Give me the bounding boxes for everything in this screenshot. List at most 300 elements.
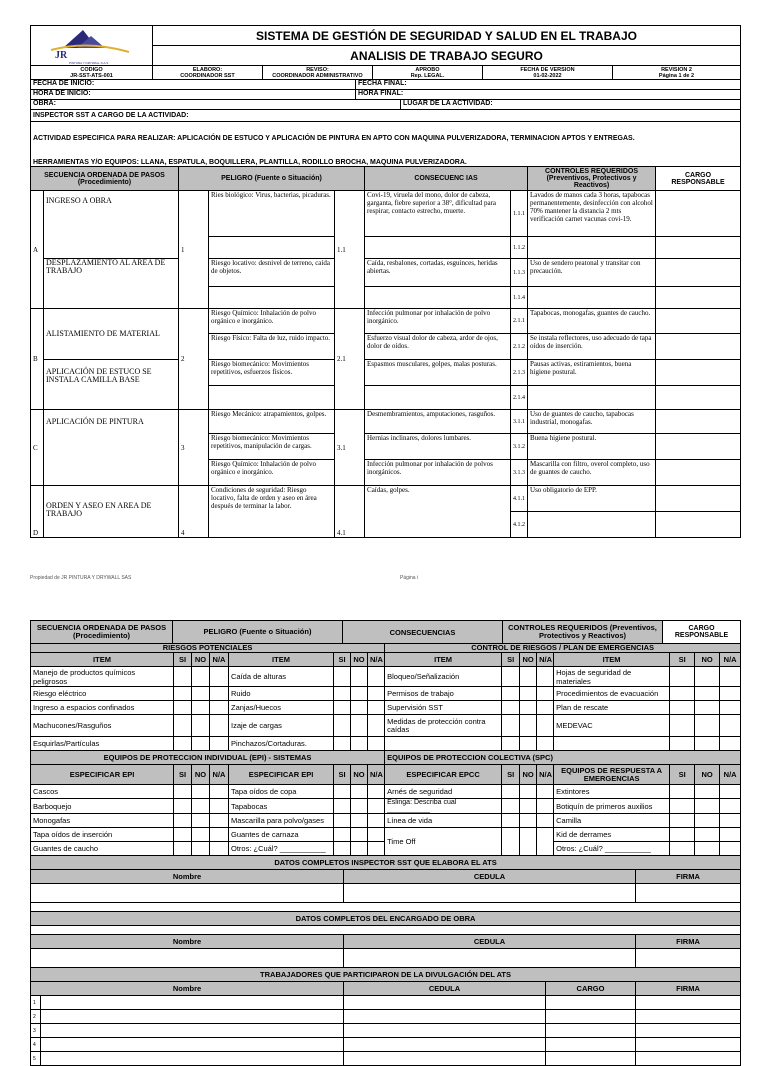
check-cell[interactable] — [192, 737, 210, 751]
check-cell[interactable] — [695, 828, 720, 842]
check-cell[interactable] — [670, 785, 695, 799]
col-consecuencias: CONSECUENC IAS — [365, 167, 528, 191]
emergency-item: MEDEVAC — [554, 715, 670, 737]
cargo-cell[interactable] — [656, 237, 741, 259]
no-header: NO — [351, 765, 368, 785]
control-num-2-1-2: 2.1.2 — [511, 334, 528, 360]
info-table — [30, 79, 741, 167]
lugar-field[interactable]: LUGAR DE LA ACTIVIDAD: — [401, 100, 741, 110]
control-a1: Lavados de manos cada 3 horas, tapabocas permanentemente, desinfección con alcohol 70% mantener la distancia 2 mts verificación carnet vacunas covi-19. — [528, 191, 656, 237]
check-cell[interactable] — [502, 701, 520, 715]
check-cell[interactable] — [210, 715, 229, 737]
control-num-3-1-3: 3.1.3 — [511, 460, 528, 486]
control-d1: Uso obligatorio de EPP. — [528, 486, 656, 512]
check-cell[interactable] — [334, 715, 351, 737]
no-header: NO — [695, 765, 720, 785]
elaboro-cell: ELABORO: COORDINADOR SST — [153, 66, 263, 80]
check-cell[interactable] — [334, 687, 351, 701]
check-cell[interactable] — [351, 842, 368, 856]
no-header: NO — [351, 653, 368, 667]
especificar-epi-header: ESPECIFICAR EPI — [31, 765, 174, 785]
cargo-cell[interactable] — [656, 360, 741, 386]
step-letter-c: C — [31, 410, 44, 486]
check-cell[interactable] — [720, 842, 741, 856]
check-cell[interactable] — [520, 715, 537, 737]
check-cell[interactable] — [695, 715, 720, 737]
fecha-final-field[interactable]: FECHA FINAL: — [356, 80, 741, 90]
check-cell[interactable] — [537, 785, 554, 799]
logo-text: PINTURA Y DRYWALL S.A.S — [69, 61, 109, 65]
check-cell[interactable] — [720, 687, 741, 701]
check-cell[interactable] — [502, 715, 520, 737]
check-cell[interactable] — [192, 667, 210, 687]
risk-item: Zanjas/Huecos — [229, 701, 334, 715]
epi-item: Tapabocas — [229, 799, 334, 814]
check-cell[interactable] — [368, 715, 385, 737]
check-cell[interactable] — [210, 842, 229, 856]
worker-firma-field[interactable] — [636, 996, 741, 1010]
check-cell[interactable] — [502, 799, 520, 814]
control-c1: Uso de guantes de caucho, tapabocas industrial, monogafas. — [528, 410, 656, 434]
check-cell[interactable] — [670, 687, 695, 701]
firma-header: FIRMA — [636, 935, 741, 949]
worker-row-number: 4 — [31, 1038, 41, 1052]
worker-cargo-field[interactable] — [546, 1052, 636, 1066]
check-cell[interactable] — [670, 842, 695, 856]
check-cell[interactable] — [520, 687, 537, 701]
encargado-name-field[interactable] — [31, 949, 344, 968]
worker-row-number: 5 — [31, 1052, 41, 1066]
worker-name-field[interactable] — [41, 1052, 344, 1066]
epi-item: Mascarilla para polvo/gases — [229, 814, 334, 828]
worker-cedula-field[interactable] — [344, 1052, 546, 1066]
na-header: N/A — [210, 653, 229, 667]
worker-cedula-field[interactable] — [344, 1024, 546, 1038]
control-item: Permisos de trabajo — [385, 687, 502, 701]
check-cell[interactable] — [537, 687, 554, 701]
worker-name-field[interactable] — [41, 1024, 344, 1038]
step-num-2: 2 — [179, 309, 209, 410]
check-cell[interactable] — [368, 701, 385, 715]
check-cell[interactable] — [210, 687, 229, 701]
cargo-cell[interactable] — [656, 386, 741, 410]
step-num-1: 1 — [179, 191, 209, 309]
nombre-header: Nombre — [31, 982, 344, 996]
no-header: NO — [520, 765, 537, 785]
check-cell[interactable] — [334, 814, 351, 828]
check-cell[interactable] — [368, 828, 385, 842]
check-cell[interactable] — [192, 687, 210, 701]
consecuencia-d1: Caídas, golpes. — [365, 486, 511, 538]
check-cell[interactable] — [334, 828, 351, 842]
check-cell[interactable] — [695, 667, 720, 687]
page-1-form — [30, 25, 740, 538]
check-cell[interactable] — [174, 687, 192, 701]
consecuencia-b3: Espasmos musculares, golpes, malas posturas. — [365, 360, 511, 386]
risk-item: Ruido — [229, 687, 334, 701]
worker-cargo-field[interactable] — [546, 996, 636, 1010]
firma-header: FIRMA — [636, 982, 741, 996]
si-header: SI — [334, 765, 351, 785]
check-cell[interactable] — [334, 785, 351, 799]
worker-cedula-field[interactable] — [344, 1038, 546, 1052]
cons-num-2-1: 2.1 — [335, 309, 365, 410]
check-cell[interactable] — [351, 687, 368, 701]
revision-cell: REVISION 2 Página 1 de 2 — [613, 66, 741, 80]
si-header: SI — [174, 653, 192, 667]
consecuencia-c3: Infección pulmonar por inhalación de polvos inorgánicos. — [365, 460, 511, 486]
col-cargo: CARGO RESPONSABLE — [656, 167, 741, 191]
control-a3: Uso de sendero peatonal y transitar con precaución. — [528, 259, 656, 287]
emergency-item: Plan de rescate — [554, 701, 670, 715]
check-cell[interactable] — [351, 785, 368, 799]
peligro-c1: Riesgo Mecánico: atrapamientos, golpes. — [209, 410, 335, 434]
check-cell[interactable] — [695, 842, 720, 856]
system-title: SISTEMA DE GESTIÓN DE SEGURIDAD Y SALUD EN EL TRABAJO — [153, 26, 741, 46]
check-cell[interactable] — [720, 667, 741, 687]
aprobo-cell: APROBO Rep. LEGAL. — [373, 66, 483, 80]
steps-table — [30, 166, 741, 538]
risk-item: Riesgo eléctrico — [31, 687, 174, 701]
check-cell[interactable] — [670, 814, 695, 828]
check-cell[interactable] — [695, 814, 720, 828]
control-num-3-1-2: 3.1.2 — [511, 434, 528, 460]
check-cell[interactable] — [537, 828, 554, 856]
check-cell[interactable] — [537, 814, 554, 828]
check-cell[interactable] — [174, 814, 192, 828]
check-cell[interactable] — [174, 799, 192, 814]
cargo-cell[interactable] — [656, 191, 741, 237]
check-cell[interactable] — [192, 842, 210, 856]
p2-col-secuencia: SECUENCIA ORDENADA DE PASOS (Procedimiento) — [31, 621, 173, 644]
emergency-equipment-item: Camilla — [554, 814, 670, 828]
emergency-equipment-item: Extintores — [554, 785, 670, 799]
worker-firma-field[interactable] — [636, 1024, 741, 1038]
cargo-cell[interactable] — [656, 259, 741, 287]
si-header: SI — [502, 653, 520, 667]
check-cell[interactable] — [210, 828, 229, 842]
inspector-name-field[interactable] — [31, 884, 344, 903]
hora-inicio-field[interactable]: HORA DE INICIO: — [31, 90, 356, 100]
check-cell[interactable] — [695, 799, 720, 814]
control-item: Medidas de protección contra caídas — [385, 715, 502, 737]
check-cell[interactable] — [174, 701, 192, 715]
peligro-d1: Condiciones de seguridad: Riesgo locativo, falta de orden y aseo en área después de terminar la labor. — [209, 486, 335, 538]
worker-cedula-field[interactable] — [344, 1010, 546, 1024]
peligro-b1: Riesgo Químico: Inhalación de polvo orgánico e inorgánico. — [209, 309, 335, 334]
epi-item: Monogafas — [31, 814, 174, 828]
check-cell[interactable] — [537, 799, 554, 814]
worker-row-number: 3 — [31, 1024, 41, 1038]
footer-owner: Propiedad de JR PINTURA Y DRYWALL SAS — [30, 575, 132, 581]
na-header: N/A — [537, 653, 554, 667]
check-cell[interactable] — [210, 667, 229, 687]
risk-item: Manejo de productos químicos peligrosos — [31, 667, 174, 687]
risks-table — [30, 643, 741, 856]
check-cell[interactable] — [368, 737, 385, 751]
risk-item: Caída de alturas — [229, 667, 334, 687]
check-cell[interactable] — [368, 814, 385, 828]
worker-firma-field[interactable] — [636, 1052, 741, 1066]
check-cell[interactable] — [670, 828, 695, 842]
check-cell[interactable] — [537, 715, 554, 737]
peligro-c3: Riesgo Químico: Inhalación de polvo orgánico e inorgánico. — [209, 460, 335, 486]
si-header: SI — [502, 765, 520, 785]
check-cell[interactable] — [174, 737, 192, 751]
actividad-field[interactable]: ACTIVIDAD ESPECIFICA PARA REALIZAR: APLICACIÓN DE ESTUCO Y APLICACIÓN DE PINTURA EN APTO CON MAQUINA PULVERIZADORA, TERMINACION APTOS Y ENTREGAS. — [31, 122, 741, 156]
epi-item[interactable]: Otros: ¿Cuál? ___________ — [229, 842, 334, 856]
encargado-firma-field[interactable] — [636, 949, 741, 968]
company-logo-icon — [33, 26, 143, 62]
cargo-cell[interactable] — [656, 309, 741, 334]
check-cell[interactable] — [502, 814, 520, 828]
fecha-inicio-field[interactable]: FECHA DE INICIO: — [31, 80, 356, 90]
check-cell[interactable] — [520, 799, 537, 814]
check-cell[interactable] — [368, 799, 385, 814]
check-cell[interactable] — [368, 667, 385, 687]
check-cell[interactable] — [537, 667, 554, 687]
worker-firma-field[interactable] — [636, 1038, 741, 1052]
na-header: N/A — [537, 765, 554, 785]
check-cell[interactable] — [537, 701, 554, 715]
step-a-ingreso: INGRESO A OBRA — [44, 191, 179, 259]
worker-name-field[interactable] — [41, 996, 344, 1010]
obra-field[interactable]: OBRA: — [31, 100, 401, 110]
encargado-title: DATOS COMPLETOS DEL ENCARGADO DE OBRA — [31, 912, 741, 926]
control-num-1-1-4: 1.1.4 — [511, 287, 528, 309]
check-cell[interactable] — [210, 701, 229, 715]
na-header: N/A — [720, 765, 741, 785]
check-cell[interactable] — [334, 737, 351, 751]
epc-title: EQUIPOS DE PROTECCION COLECTIVA (SPC) — [385, 751, 741, 765]
fecha-version-cell: FECHA DE VERSION 01-02-2022 — [483, 66, 613, 80]
check-cell[interactable] — [670, 715, 695, 737]
worker-firma-field[interactable] — [636, 1010, 741, 1024]
check-cell[interactable] — [502, 687, 520, 701]
inspector-cedula-field[interactable] — [344, 884, 636, 903]
consecuencia-a2: Caída, resbalones, cortadas, esguinces, heridas abiertas. — [365, 259, 511, 287]
emergency-equipment-item: Kid de derrames — [554, 828, 670, 842]
emergency-equipment-item: Botiquín de primeros auxilios — [554, 799, 670, 814]
trabajadores-title: TRABAJADORES QUE PARTICIPARON DE LA DIVULGACIÓN DEL ATS — [31, 968, 741, 982]
check-cell[interactable] — [351, 828, 368, 842]
control-item: Supervisión SST — [385, 701, 502, 715]
check-cell[interactable] — [210, 814, 229, 828]
check-cell[interactable] — [695, 785, 720, 799]
check-cell[interactable] — [174, 785, 192, 799]
p2-col-cargo: CARGO RESPONSABLE — [663, 621, 741, 644]
header-table — [30, 25, 741, 80]
page-2-form — [30, 620, 740, 1066]
especificar-epi-header: ESPECIFICAR EPI — [229, 765, 334, 785]
cons-num-3-1: 3.1 — [335, 410, 365, 486]
codigo-cell: CODIGO JR-SST-ATS-001 — [31, 66, 153, 80]
consecuencia-b1: Infección pulmonar por inhalación de polvo inorgánico. — [365, 309, 511, 334]
check-cell[interactable] — [192, 701, 210, 715]
hora-final-field[interactable]: HORA FINAL: — [356, 90, 741, 100]
worker-row-number: 1 — [31, 996, 41, 1010]
worker-cargo-field[interactable] — [546, 1010, 636, 1024]
check-cell[interactable] — [351, 701, 368, 715]
check-cell[interactable] — [351, 814, 368, 828]
cedula-header: CEDULA — [344, 870, 636, 884]
cargo-cell[interactable] — [656, 287, 741, 309]
epi-item: Tapa oídos de copa — [229, 785, 334, 799]
check-cell[interactable] — [351, 715, 368, 737]
control-title: CONTROL DE RIESGOS / PLAN DE EMERGENCIAS — [385, 644, 741, 653]
firma-header: FIRMA — [636, 870, 741, 884]
cargo-cell[interactable] — [656, 512, 741, 538]
worker-name-field[interactable] — [41, 1038, 344, 1052]
worker-name-field[interactable] — [41, 1010, 344, 1024]
check-cell[interactable] — [210, 785, 229, 799]
cargo-cell[interactable] — [656, 410, 741, 434]
na-header: N/A — [368, 653, 385, 667]
check-cell[interactable] — [720, 799, 741, 814]
step-letter-d: D — [31, 486, 44, 538]
check-cell[interactable] — [520, 701, 537, 715]
check-cell[interactable] — [502, 785, 520, 799]
riesgos-title: RIESGOS POTENCIALES — [31, 644, 385, 653]
worker-cargo-field[interactable] — [546, 1038, 636, 1052]
check-cell[interactable] — [720, 785, 741, 799]
consecuencia-a1: Covi-19, viruela del mono, dolor de cabeza, garganta, fiebre superior a 38°, dificultad para respirar, contacto estrecho, muerte. — [365, 191, 511, 237]
epcc-item[interactable]: Eslinga: Describa cual ___________ — [385, 799, 502, 814]
control-b2: Se instala reflectores, uso adecuado de tapa oídos de inserción. — [528, 334, 656, 360]
check-cell[interactable] — [174, 715, 192, 737]
check-cell[interactable] — [720, 715, 741, 737]
control-num-2-1-4: 2.1.4 — [511, 386, 528, 410]
check-cell[interactable] — [720, 828, 741, 842]
cargo-cell[interactable] — [656, 486, 741, 512]
check-cell[interactable] — [351, 737, 368, 751]
inspector-field[interactable]: INSPECTOR SST A CARGO DE LA ACTIVIDAD: — [31, 110, 741, 122]
worker-cargo-field[interactable] — [546, 1024, 636, 1038]
epi-title: EQUIPOS DE PROTECCION INDIVIDUAL (EPI) - SISTEMAS — [31, 751, 385, 765]
step-b-estuco: APLICACIÓN DE ESTUCO SE INSTALA CAMILLA BASE — [44, 360, 179, 410]
check-cell[interactable] — [520, 785, 537, 799]
check-cell[interactable] — [174, 667, 192, 687]
control-b1: Tapabocas, monogafas, guantes de caucho. — [528, 309, 656, 334]
check-cell[interactable] — [520, 667, 537, 687]
check-cell[interactable] — [502, 828, 520, 856]
check-cell[interactable] — [695, 687, 720, 701]
page2-header-table — [30, 620, 741, 644]
peligro-a1: Ries biológico: Virus, bacterias, picaduras. — [209, 191, 335, 237]
consecuencia-c1: Desmembramientos, amputaciones, rasguños. — [365, 410, 511, 434]
cargo-cell[interactable] — [656, 334, 741, 360]
inspector-firma-field[interactable] — [636, 884, 741, 903]
check-cell[interactable] — [192, 799, 210, 814]
check-cell[interactable] — [670, 667, 695, 687]
na-header: N/A — [368, 765, 385, 785]
herramientas-field[interactable]: HERRAMIENTAS Y/O EQUIPOS: LLANA, ESPATULA, BOQUILLERA, PLANTILLA, RODILLO BROCHA, MAQUINA PULVERIZADORA. — [31, 156, 741, 167]
cargo-cell[interactable] — [656, 434, 741, 460]
inspector-title: DATOS COMPLETOS INSPECTOR SST QUE ELABORA EL ATS — [31, 856, 741, 870]
check-cell[interactable] — [174, 842, 192, 856]
control-c2: Buena higiene postural. — [528, 434, 656, 460]
col-controles: CONTROLES REQUERIDOS (Preventivos, Protectivos y Reactivos) — [528, 167, 656, 191]
emergency-item: Hojas de seguridad de materiales — [554, 667, 670, 687]
risk-item: Izaje de cargas — [229, 715, 334, 737]
check-cell[interactable] — [351, 799, 368, 814]
check-cell[interactable] — [192, 785, 210, 799]
cargo-cell[interactable] — [656, 460, 741, 486]
check-cell[interactable] — [174, 828, 192, 842]
p2-col-peligro: PELIGRO (Fuente o Situación) — [173, 621, 343, 644]
equipos-respuesta-header: EQUIPOS DE RESPUESTA A EMERGENCIAS — [554, 765, 670, 785]
check-cell[interactable] — [720, 701, 741, 715]
check-cell[interactable] — [720, 814, 741, 828]
peligro-c2: Riesgo biomecánico: Movimientos repetitivos, manipulación de cargas. — [209, 434, 335, 460]
check-cell[interactable] — [210, 737, 229, 751]
epi-item: Tapa oídos de inserción — [31, 828, 174, 842]
check-cell[interactable] — [368, 842, 385, 856]
worker-row-number: 2 — [31, 1010, 41, 1024]
check-cell[interactable] — [334, 701, 351, 715]
check-cell[interactable] — [670, 799, 695, 814]
cons-num-4-1: 4.1 — [335, 486, 365, 538]
check-cell[interactable] — [334, 799, 351, 814]
cons-num-1-1: 1.1 — [335, 191, 365, 309]
no-header: NO — [192, 765, 210, 785]
step-a-desplazamiento: DESPLAZAMIENTO AL AREA DE TRABAJO — [44, 259, 179, 309]
epi-item: Barboquejo — [31, 799, 174, 814]
control-b3: Pausas activas, estiramientos, buena higiene postural. — [528, 360, 656, 386]
control-num-4-1-2: 4.1.2 — [511, 512, 528, 538]
check-cell[interactable] — [334, 667, 351, 687]
risk-item: Machucones/Rasguños — [31, 715, 174, 737]
check-cell[interactable] — [502, 667, 520, 687]
logo-cell — [31, 26, 153, 66]
na-header: N/A — [720, 653, 741, 667]
footer-page: Página i — [400, 575, 419, 581]
check-cell[interactable] — [192, 814, 210, 828]
step-num-4: 4 — [179, 486, 209, 538]
check-cell[interactable] — [520, 828, 537, 856]
epi-item: Cascos — [31, 785, 174, 799]
check-cell[interactable] — [368, 785, 385, 799]
control-num-2-1-3: 2.1.3 — [511, 360, 528, 386]
check-cell[interactable] — [210, 799, 229, 814]
epi-item: Guantes de carnaza — [229, 828, 334, 842]
emergency-equipment-item[interactable]: Otros: ¿Cuál? ___________ — [554, 842, 670, 856]
control-num-1-1-2: 1.1.2 — [511, 237, 528, 259]
worker-cedula-field[interactable] — [344, 996, 546, 1010]
si-header: SI — [174, 765, 192, 785]
encargado-cedula-field[interactable] — [344, 949, 636, 968]
risk-item: Pinchazos/Cortaduras. — [229, 737, 334, 751]
check-cell[interactable] — [368, 687, 385, 701]
p2-col-consecuencias: CONSECUENCIAS — [343, 621, 503, 644]
check-cell[interactable] — [334, 842, 351, 856]
no-header: NO — [520, 653, 537, 667]
col-peligro: PELIGRO (Fuente o Situación) — [179, 167, 365, 191]
check-cell[interactable] — [670, 701, 695, 715]
signatures-table — [30, 855, 741, 1066]
step-num-3: 3 — [179, 410, 209, 486]
check-cell[interactable] — [520, 814, 537, 828]
doc-title: ANALISIS DE TRABAJO SEGURO — [153, 46, 741, 66]
check-cell[interactable] — [192, 828, 210, 842]
check-cell[interactable] — [351, 667, 368, 687]
cedula-header: CEDULA — [344, 935, 636, 949]
item-header: ITEM — [385, 653, 502, 667]
check-cell[interactable] — [695, 701, 720, 715]
nombre-header: Nombre — [31, 935, 344, 949]
control-num-1-1-1: 1.1.1 — [511, 191, 528, 237]
check-cell[interactable] — [192, 715, 210, 737]
